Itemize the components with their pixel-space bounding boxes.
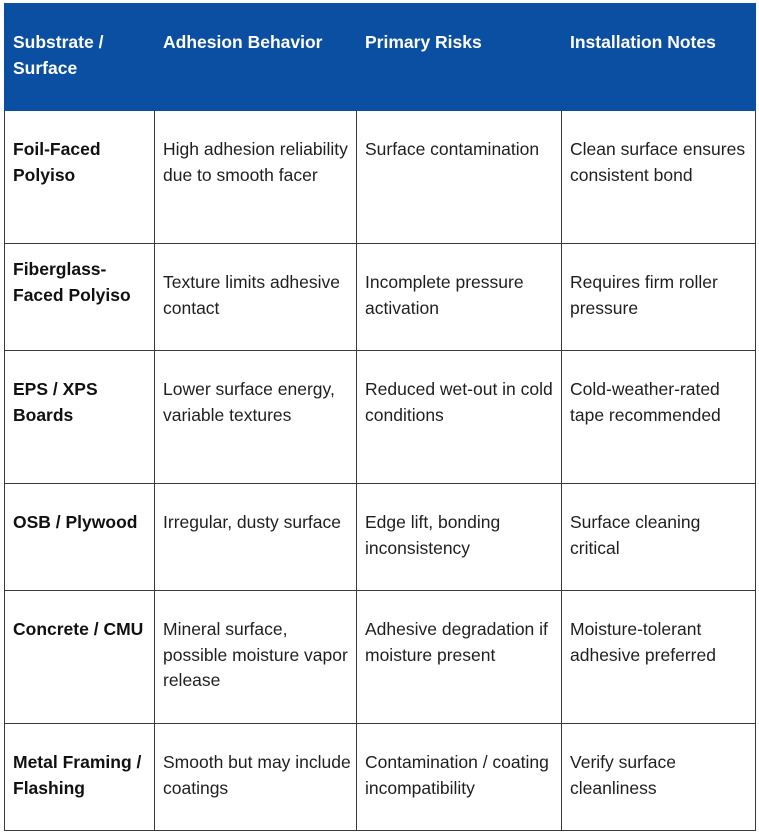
cell-adhesion: High adhesion reliability due to smooth facer [155,111,357,244]
cell-notes: Verify surface cleanliness [562,724,756,831]
cell-risks: Edge lift, bonding inconsistency [357,484,562,591]
cell-notes: Requires firm roller pressure [562,244,756,351]
table-row [5,351,756,484]
cell-risks: Reduced wet-out in cold conditions [357,351,562,484]
header-adhesion-behavior: Adhesion Behavior [155,4,357,111]
cell-risks: Incomplete pressure activation [357,244,562,351]
substrate-adhesion-table [4,3,756,831]
table-row [5,724,756,831]
header-installation-notes: Installation Notes [562,4,756,111]
table-body [5,111,756,831]
cell-substrate: Metal Framing / Flashing [5,724,155,831]
table-row [5,244,756,351]
cell-risks: Contamination / coating incompatibility [357,724,562,831]
cell-risks: Adhesive degradation if moisture present [357,591,562,724]
table-header [5,4,756,111]
cell-notes: Cold-weather-rated tape recommended [562,351,756,484]
cell-risks: Surface contamination [357,111,562,244]
header-primary-risks: Primary Risks [357,4,562,111]
cell-substrate: Fiberglass-Faced Polyiso [5,244,155,351]
cell-substrate: Concrete / CMU [5,591,155,724]
cell-notes: Moisture-tolerant adhesive preferred [562,591,756,724]
table-row [5,484,756,591]
cell-adhesion: Texture limits adhesive contact [155,244,357,351]
cell-substrate: Foil-Faced Polyiso [5,111,155,244]
cell-adhesion: Smooth but may include coatings [155,724,357,831]
table-row [5,591,756,724]
cell-adhesion: Mineral surface, possible moisture vapor release [155,591,357,724]
header-substrate: Substrate / Surface [5,4,155,111]
cell-notes: Clean surface ensures consistent bond [562,111,756,244]
cell-notes: Surface cleaning critical [562,484,756,591]
cell-adhesion: Lower surface energy, variable textures [155,351,357,484]
cell-adhesion: Irregular, dusty surface [155,484,357,591]
header-row [5,4,756,111]
cell-substrate: EPS / XPS Boards [5,351,155,484]
table-row [5,111,756,244]
cell-substrate: OSB / Plywood [5,484,155,591]
